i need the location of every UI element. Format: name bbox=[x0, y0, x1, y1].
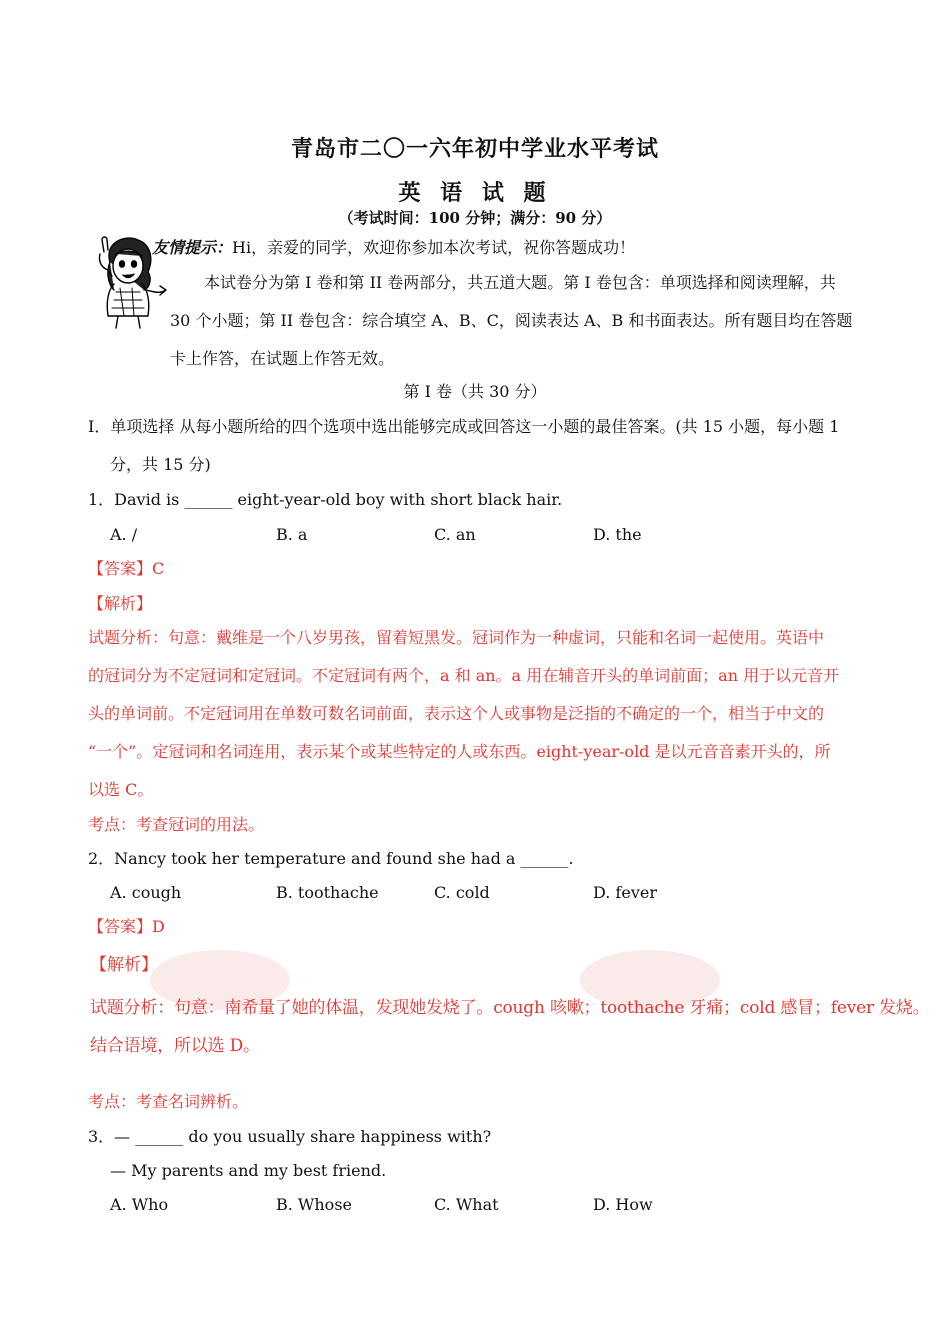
question-3-option-a: A. Who bbox=[110, 1195, 169, 1214]
question-2-analysis-line-2: 结合语境，所以选 D。 bbox=[90, 1036, 260, 1056]
exam-subtitle: 英 语 试 题 bbox=[398, 180, 552, 206]
question-3-option-c: C. What bbox=[434, 1195, 499, 1214]
question-1-stem: 1．David is ______ eight-year-old boy with short black hair. bbox=[88, 490, 563, 509]
part-instructions-line-2: 分，共 15 分) bbox=[110, 455, 211, 474]
question-1-analysis-line-1: 试题分析：句意：戴维是一个八岁男孩，留着短黑发。冠词作为一种虚词，只能和名词一起使用。英语中 bbox=[88, 628, 825, 647]
tip-greeting-text: Hi，亲爱的同学，欢迎你参加本次考试，祝你答题成功！ bbox=[232, 238, 636, 257]
question-2-point: 考点：考查名词辨析。 bbox=[88, 1092, 249, 1111]
question-2-option-c: C. cold bbox=[434, 883, 490, 902]
question-2-answer: 【答案】D bbox=[88, 917, 165, 936]
question-1-option-a: A. / bbox=[110, 525, 138, 544]
tip-line-1: 本试卷分为第 I 卷和第 II 卷两部分，共五道大题。第 I 卷包含：单项选择和阅读理解，共 bbox=[204, 273, 836, 292]
question-2-option-a: A. cough bbox=[110, 883, 182, 902]
tip-line-2: 30 个小题；第 II 卷包含：综合填空 A、B、C，阅读表达 A、B 和书面表达。所有题目均在答题 bbox=[170, 311, 853, 330]
question-1-point: 考点：考查冠词的用法。 bbox=[88, 815, 265, 834]
question-1-answer: 【答案】C bbox=[88, 559, 165, 578]
part-instructions-line-1: I．单项选择 从每小题所给的四个选项中选出能够完成或回答这一小题的最佳答案。(共 15 小题，每小题 1 bbox=[88, 417, 840, 436]
question-2-option-d: D. fever bbox=[593, 883, 657, 902]
question-2-option-b: B. toothache bbox=[276, 883, 379, 902]
question-2-analysis-label: 【解析】 bbox=[90, 955, 158, 975]
exam-title: 青岛市二〇一六年初中学业水平考试 bbox=[290, 136, 659, 162]
question-1-analysis-line-5: 以选 C。 bbox=[88, 780, 154, 799]
question-1-option-d: D. the bbox=[593, 525, 642, 544]
question-1-analysis-line-2: 的冠词分为不定冠词和定冠词。不定冠词有两个，a 和 an。a 用在辅音开头的单词前面；an 用于以元音开 bbox=[88, 666, 840, 685]
question-1-analysis-line-3: 头的单词前。不定冠词用在单数可数名词前面，表示这个人或事物是泛指的不确定的一个，相当于中文的 bbox=[88, 704, 825, 723]
exam-meta: （考试时间：100 分钟；满分：90 分） bbox=[338, 209, 612, 227]
question-3-option-d: D. How bbox=[593, 1195, 653, 1214]
tip-line-3: 卡上作答，在试题上作答无效。 bbox=[170, 349, 395, 368]
question-3-reply: — My parents and my best friend. bbox=[110, 1161, 387, 1180]
question-1-analysis-line-4: “一个”。定冠词和名词连用，表示某个或某些特定的人或东西。eight-year-old 是以元音音素开头的，所 bbox=[88, 742, 831, 761]
question-3-stem: 3．— ______ do you usually share happiness with? bbox=[88, 1127, 492, 1146]
question-3-option-b: B. Whose bbox=[276, 1195, 352, 1214]
watermark-icon bbox=[90, 940, 890, 1040]
question-1-option-c: C. an bbox=[434, 525, 476, 544]
tip-label: 友情提示： bbox=[152, 238, 233, 257]
section-heading: 第 I 卷（共 30 分） bbox=[403, 382, 547, 401]
tip-greeting bbox=[152, 238, 635, 258]
question-2-analysis-line-1: 试题分析：句意：南希量了她的体温，发现她发烧了。cough 咳嗽；toothache 牙痛；cold 感冒；fever 发烧。 bbox=[90, 998, 930, 1018]
question-1-analysis-label: 【解析】 bbox=[88, 594, 153, 613]
question-2-stem: 2．Nancy took her temperature and found she had a ______. bbox=[88, 849, 574, 868]
question-1-option-b: B. a bbox=[276, 525, 308, 544]
